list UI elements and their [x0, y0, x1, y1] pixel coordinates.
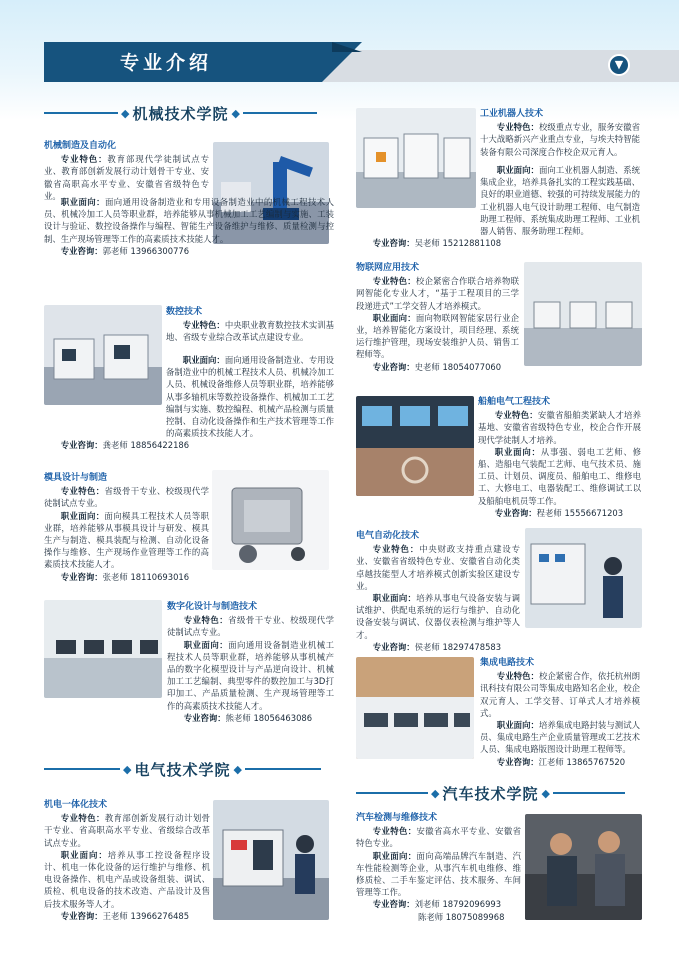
program-title: 数控技术 — [166, 307, 203, 317]
program-direction: 面向模具工程技术人员等职业群，培养能够从事模具设计与研发、模具生产与制造、模具装配与检测、自动化设备操作与维修、生产现场作业管理等工作的高素质技术技能人才。 — [44, 510, 210, 570]
program-feature: 安徽省船舶类紧缺人才培养基地、安徽省省级特色专业，校企合作开展现代学徒制人才培养。 — [478, 410, 642, 445]
program-mjsj — [44, 472, 209, 583]
consult-label: 专业咨询： — [60, 245, 103, 256]
college-name: 机械技术学院 — [132, 104, 229, 123]
consult-label: 专业咨询： — [372, 361, 415, 372]
program-consult: 王老师 13966276485 — [102, 910, 190, 921]
feature-label: 专业特色： — [60, 813, 105, 824]
program-gyjqr-direction-block — [356, 164, 640, 249]
feature-label: 专业特色： — [494, 410, 538, 421]
program-title: 船舶电气工程技术 — [478, 397, 551, 407]
program-feature: 中央财政支持重点建设专业、安徽省省级特色专业、安徽省自动化类卓越技能型人才培养模式创新实验区建设专业。 — [356, 544, 521, 591]
electrical-training-photo — [525, 528, 642, 628]
electrical-panel-icon — [525, 528, 642, 628]
consult-label: 专业咨询： — [60, 910, 103, 921]
feature-label: 专业特色： — [496, 671, 539, 682]
ship-console-photo — [356, 396, 474, 496]
feature-label: 专业特色： — [183, 615, 229, 626]
consult-label: 专业咨询： — [183, 712, 226, 723]
direction-label: 职业面向： — [60, 197, 105, 207]
console-icon — [356, 396, 474, 496]
direction-label: 职业面向： — [494, 446, 541, 457]
feature-label: 专业特色： — [60, 486, 105, 497]
direction-label: 职业面向： — [60, 849, 108, 860]
college-heading-auto: ◆ 汽车技术学院 ◆ — [356, 782, 625, 804]
design-lab-photo — [44, 600, 162, 698]
program-feature: 校级重点专业，服务安徽省十大战略新兴产业重点专业，与埃夫特智能装备有限公司深度合作校企双元育人。 — [480, 122, 641, 157]
consult-label: 专业咨询： — [60, 571, 103, 582]
program-feature: 中央职业教育数控技术实训基地、省级专业综合改革试点建设专业。 — [166, 320, 335, 343]
computer-lab-icon — [524, 262, 642, 366]
program-consult-2: 陈老师 18075089968 — [418, 911, 505, 922]
program-jxzz — [44, 140, 209, 202]
classroom-icon — [44, 600, 162, 698]
program-consult: 江老师 13865767520 — [538, 756, 626, 767]
consult-label: 专业咨询： — [60, 440, 103, 451]
program-title: 电气自动化技术 — [356, 531, 420, 541]
program-cbdq — [478, 396, 641, 519]
feature-label: 专业特色： — [372, 276, 416, 287]
program-szh — [167, 601, 334, 724]
direction-label: 职业面向： — [372, 850, 417, 861]
feature-label: 专业特色： — [60, 154, 108, 165]
program-skjs-direction-block — [44, 354, 334, 452]
program-direction: 面向高端品牌汽车制造、汽车性能检测等企业，从事汽车机电维修、维修质检、二手车鉴定评估、技术服务、车间管理等工作。 — [356, 850, 522, 898]
consult-label: 专业咨询： — [494, 507, 537, 518]
program-consult: 侯老师 18297478583 — [414, 641, 502, 652]
program-consult: 吴老师 15212881108 — [414, 238, 502, 249]
program-title: 工业机器人技术 — [480, 109, 544, 119]
program-title: 数字化设计与制造技术 — [167, 602, 258, 612]
consult-label: 专业咨询： — [372, 641, 415, 652]
program-feature: 教育部创新发展行动计划骨干专业、省高职高水平专业、省级综合改革试点专业。 — [44, 813, 211, 848]
program-feature: 省级骨干专业、校级现代学徒制试点专业。 — [167, 615, 335, 638]
program-gyjqr — [480, 108, 640, 158]
program-direction: 从事强、弱电工艺师、修船、造船电气装配工艺师、电气技术员、施工员、计划员、调度员、船舶电工、维修电工、大修电工、电器装配工、维修调试工以及船舶电机员等工作。 — [478, 446, 642, 506]
program-feature: 校企紧密合作联合培养物联网智能化专业人才，“基于工程项目的三学段递进式”工学交替人才培养模式。 — [356, 276, 520, 311]
direction-label: 职业面向： — [182, 355, 225, 365]
program-jdyth — [44, 799, 210, 922]
feature-label: 专业特色： — [182, 320, 225, 331]
program-direction: 面向通用设备制造业、专用设备制造业中的机械工程技术人员、机械冷加工人员、机械设备维修人员等职业群，培养能够从事多轴机床等数控设备操作、机械加工工艺编制与实施、数控编程、机械产品检测与质量控制、自动化设备操作和生产技术管理等工作的高素质技术技能人才。 — [166, 355, 335, 439]
iot-lab-photo — [524, 262, 642, 366]
feature-label: 专业特色： — [496, 122, 539, 133]
college-name: 电气技术学院 — [134, 760, 231, 779]
direction-label: 职业面向： — [496, 720, 539, 731]
program-consult: 张老师 18110693016 — [102, 571, 190, 582]
program-consult: 史老师 18054077060 — [414, 361, 502, 372]
mold-parts-photo — [212, 470, 329, 570]
program-jcdl — [480, 657, 640, 768]
chevron-down-icon[interactable]: ▼ — [608, 54, 630, 76]
program-consult: 龚老师 18856422186 — [102, 440, 190, 451]
program-direction: 培养从事工控设备程序设计、机电一体化设备的运行维护与维修、机电设备操作、机电产品或设备组装、调试、质检、机电设备的技术改造、产品设计及售后技术服务等人才。 — [44, 849, 211, 909]
college-heading-elec: ◆ 电气技术学院 ◆ — [44, 758, 321, 780]
program-direction: 面向物联网智能家居行业企业，培养智能化方案设计，项目经理、系统运行维护管理，现场安装维护人员、销售工程师等。 — [356, 312, 520, 360]
program-direction: 面向通用设备制造业机械工程技术人员等职业群，培养能够从事机械产品的数字化模型设计与产品逆向设计、机械加工工艺编制、典型零件的数控加工与3D打印加工、产品质量检测、生产现场管理等工作的高素质技术技能人才。 — [167, 639, 335, 711]
program-title: 物联网应用技术 — [356, 263, 420, 273]
program-jxzz-direction-block — [44, 196, 334, 257]
program-dqzdh — [356, 530, 520, 653]
program-title: 模具设计与制造 — [44, 473, 108, 483]
mechanic-icon — [525, 814, 642, 920]
page-title: 专业介绍 — [120, 52, 213, 74]
program-wlw — [356, 262, 519, 373]
program-consult: 程老师 15556671203 — [536, 507, 624, 518]
program-direction: 面向工业机器人制造、系统集成企业，培养具备扎实的工程实践基础、良好的职业道德、较强的可持续发展能力的工业机器人电气设计助理工程师、电气制造助理工程师、系统集成助理工程师、工业机器人销售、服务助理工程师。 — [480, 165, 641, 237]
feature-label: 专业特色： — [372, 826, 417, 837]
direction-label: 职业面向： — [496, 165, 539, 175]
mold-icon — [212, 470, 329, 570]
program-feature: 安徽省高水平专业、安徽省特色专业。 — [356, 826, 522, 849]
direction-label: 职业面向： — [60, 510, 105, 521]
auto-repair-photo — [525, 814, 642, 920]
program-feature: 校企紧密合作，依托杭州朗讯科技有限公司等集成电路知名企业，校企双元育人、工学交替、订单式人才培养模式。 — [480, 671, 641, 718]
direction-label: 职业面向： — [183, 639, 229, 650]
program-direction: 面向通用设备制造业和专用设备制造业中的机械工程技术人员、机械冷加工人员等职业群，培养能够从事机械加工工艺编制与实施、工装设计与验证、数控设备操作与编程、智能生产设备维护与维修、质量检测与控制、生产现场管理等工作的高素质技术技能人才。 — [44, 197, 335, 244]
program-consult: 郭老师 13966300776 — [102, 245, 190, 256]
program-title: 机电一体化技术 — [44, 800, 108, 810]
direction-label: 职业面向： — [372, 593, 417, 604]
lecture-room-icon — [356, 657, 474, 759]
workbench-icon — [213, 800, 329, 920]
ic-lab-photo — [356, 657, 474, 759]
mechatronics-lab-photo — [213, 800, 329, 920]
program-qcjc — [356, 812, 521, 923]
program-feature: 省级骨干专业、校级现代学徒制试点专业。 — [44, 486, 210, 509]
program-title: 机械制造及自动化 — [44, 141, 117, 151]
program-direction: 培养集成电路封装与测试人员、集成电路生产企业质量管理或工艺技术人员、集成电路版图设计助理工程师等。 — [480, 720, 641, 755]
consult-label: 专业咨询： — [372, 899, 415, 910]
direction-label: 职业面向： — [372, 312, 416, 323]
college-heading-mech: ◆ 机械技术学院 ◆ — [44, 102, 317, 124]
program-feature: 教育部现代学徒制试点专业、教育部创新发展行动计划骨干专业、安徽省高职高水平专业、安徽省省级特色专业。 — [44, 154, 209, 201]
program-direction: 培养从事电气设备安装与调试维护、供配电系统的运行与维护、自动化设备安装与调试、仪器仪表检测与维护等人才。 — [356, 593, 521, 640]
feature-label: 专业特色： — [372, 544, 420, 555]
program-consult: 刘老师 18792096993 — [414, 899, 502, 910]
consult-label: 专业咨询： — [496, 756, 539, 767]
program-consult: 熊老师 18056463086 — [225, 712, 313, 723]
program-title: 汽车检测与维修技术 — [356, 813, 438, 823]
college-name: 汽车技术学院 — [442, 784, 539, 803]
consult-label: 专业咨询： — [372, 238, 415, 249]
program-skjs — [166, 306, 334, 344]
program-title: 集成电路技术 — [480, 658, 535, 668]
